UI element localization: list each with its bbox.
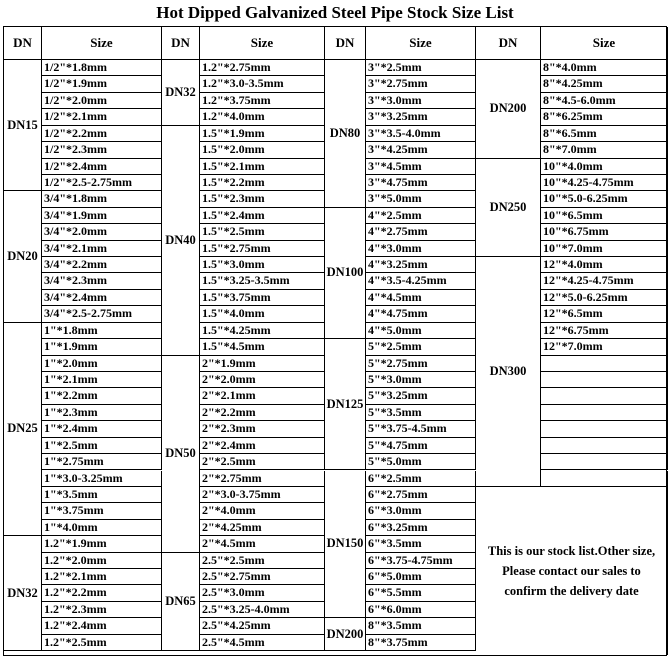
size-cell: 6"*2.75mm: [366, 487, 476, 503]
size-cell: 1.5"*2.2mm: [200, 175, 325, 191]
size-cell: 12"*4.0mm: [541, 257, 668, 273]
size-cell: 2.5"*4.25mm: [200, 618, 325, 634]
size-cell: 5"*3.25mm: [366, 388, 476, 404]
size-cell: 2"*1.9mm: [200, 356, 325, 372]
size-cell: 12"*4.25-4.75mm: [541, 273, 668, 289]
size-cell: 6"*6.0mm: [366, 602, 476, 618]
size-cell: 8"*3.75mm: [366, 635, 476, 651]
size-cell: 1.5"*3.25-3.5mm: [200, 273, 325, 289]
size-cell: 3"*4.25mm: [366, 142, 476, 158]
size-cell: 1.5"*3.0mm: [200, 257, 325, 273]
size-cell: [541, 372, 668, 388]
size-cell: 3"*3.0mm: [366, 93, 476, 109]
size-cell: 1/2"*1.8mm: [42, 60, 162, 76]
size-cell: 3"*4.5mm: [366, 159, 476, 175]
size-cell: 6"*3.75-4.75mm: [366, 553, 476, 569]
size-cell: 3"*3.5-4.0mm: [366, 126, 476, 142]
size-cell: 1.5"*4.25mm: [200, 323, 325, 339]
size-cell: 2.5"*2.75mm: [200, 569, 325, 585]
size-cell: 2"*2.2mm: [200, 405, 325, 421]
size-cell: 1.2"*2.4mm: [42, 618, 162, 634]
column-group-2: [162, 27, 325, 655]
size-cell: 6"*5.5mm: [366, 585, 476, 601]
column-group-4: [476, 27, 668, 655]
size-cell: 1"*2.75mm: [42, 454, 162, 470]
size-cell: 4"*5.0mm: [366, 323, 476, 339]
header-dn: DN: [325, 27, 366, 60]
header-dn: DN: [162, 27, 200, 60]
size-cell: 5"*3.5mm: [366, 405, 476, 421]
size-cell: 4"*2.75mm: [366, 224, 476, 240]
size-cell: 1.5"*3.75mm: [200, 290, 325, 306]
size-cell: 1.2"*2.5mm: [42, 635, 162, 651]
size-cell: 3"*2.75mm: [366, 76, 476, 92]
dn-cell: DN32: [4, 536, 42, 651]
size-cell: 2"*2.75mm: [200, 471, 325, 487]
stock-note-text: This is our stock list.Other size, Please contact our sales to confirm the delivery date: [487, 543, 656, 598]
size-cell: 2"*2.0mm: [200, 372, 325, 388]
size-cell: 1.2"*2.0mm: [42, 553, 162, 569]
size-cell: [541, 421, 668, 437]
size-cell: 2"*2.3mm: [200, 421, 325, 437]
size-cell: 1"*2.1mm: [42, 372, 162, 388]
size-cell: 5"*2.75mm: [366, 356, 476, 372]
size-cell: 1.5"*2.4mm: [200, 208, 325, 224]
header-size: Size: [366, 27, 476, 60]
dn-cell: DN200: [325, 618, 366, 651]
size-cell: 2"*2.5mm: [200, 454, 325, 470]
dn-cell: DN200: [476, 60, 541, 159]
size-cell: 10"*4.25-4.75mm: [541, 175, 668, 191]
size-cell: 12"*6.5mm: [541, 306, 668, 322]
size-cell: 8"*6.5mm: [541, 126, 668, 142]
size-cell: 10"*6.5mm: [541, 208, 668, 224]
size-cell: 1/2"*2.2mm: [42, 126, 162, 142]
size-cell: 3/4"*2.5-2.75mm: [42, 306, 162, 322]
size-cell: 3"*5.0mm: [366, 191, 476, 207]
size-cell: 4"*4.75mm: [366, 306, 476, 322]
size-cell: [541, 356, 668, 372]
size-cell: 2.5"*3.0mm: [200, 585, 325, 601]
size-cell: [541, 471, 668, 487]
size-cell: 5"*5.0mm: [366, 454, 476, 470]
size-cell: 1/2"*2.4mm: [42, 159, 162, 175]
size-cell: 5"*3.0mm: [366, 372, 476, 388]
size-cell: 2"*4.5mm: [200, 536, 325, 552]
size-cell: 8"*3.5mm: [366, 618, 476, 634]
header-size: Size: [42, 27, 162, 60]
size-cell: 5"*4.75mm: [366, 438, 476, 454]
size-cell: 1"*3.0-3.25mm: [42, 471, 162, 487]
size-cell: 8"*7.0mm: [541, 142, 668, 158]
size-cell: 6"*2.5mm: [366, 471, 476, 487]
dn-cell: DN20: [4, 191, 42, 322]
dn-cell: DN32: [162, 60, 200, 126]
size-cell: 3"*4.75mm: [366, 175, 476, 191]
dn-cell: DN150: [325, 471, 366, 619]
size-cell: 10"*5.0-6.25mm: [541, 191, 668, 207]
size-cell: 1"*1.9mm: [42, 339, 162, 355]
size-cell: [541, 454, 668, 470]
size-cell: 1/2"*2.5-2.75mm: [42, 175, 162, 191]
stock-note: [476, 487, 668, 655]
header-size: Size: [541, 27, 668, 60]
size-cell: 1"*2.2mm: [42, 388, 162, 404]
size-cell: 12"*6.75mm: [541, 323, 668, 339]
size-cell: 1.2"*2.2mm: [42, 585, 162, 601]
dn-cell: DN65: [162, 553, 200, 652]
header-size: Size: [200, 27, 325, 60]
size-cell: 6"*3.5mm: [366, 536, 476, 552]
size-cell: 1.2"*1.9mm: [42, 536, 162, 552]
size-cell: [541, 438, 668, 454]
size-cell: 1.5"*2.0mm: [200, 142, 325, 158]
stock-size-table: [3, 26, 667, 656]
size-cell: 2.5"*4.5mm: [200, 635, 325, 651]
size-cell: 1.2"*2.3mm: [42, 602, 162, 618]
column-group-1: [4, 27, 162, 655]
size-cell: [541, 405, 668, 421]
size-cell: 10"*7.0mm: [541, 241, 668, 257]
size-cell: 1.2"*2.75mm: [200, 60, 325, 76]
size-cell: 1/2"*2.0mm: [42, 93, 162, 109]
header-dn: DN: [4, 27, 42, 60]
size-cell: 8"*4.5-6.0mm: [541, 93, 668, 109]
size-cell: 12"*7.0mm: [541, 339, 668, 355]
size-cell: 1.5"*1.9mm: [200, 126, 325, 142]
size-cell: 1.5"*4.5mm: [200, 339, 325, 355]
size-cell: 1"*3.5mm: [42, 487, 162, 503]
size-cell: 1.5"*4.0mm: [200, 306, 325, 322]
size-cell: 2.5"*2.5mm: [200, 553, 325, 569]
size-cell: 2"*4.0mm: [200, 503, 325, 519]
size-cell: 4"*3.5-4.25mm: [366, 273, 476, 289]
size-cell: 3/4"*2.2mm: [42, 257, 162, 273]
size-cell: 1.5"*2.75mm: [200, 241, 325, 257]
size-cell: 3/4"*1.8mm: [42, 191, 162, 207]
size-cell: 2"*4.25mm: [200, 520, 325, 536]
size-cell: 6"*3.0mm: [366, 503, 476, 519]
size-cell: 1"*1.8mm: [42, 323, 162, 339]
dn-cell: DN125: [325, 339, 366, 470]
size-cell: 4"*3.25mm: [366, 257, 476, 273]
size-cell: 10"*4.0mm: [541, 159, 668, 175]
dn-cell: DN100: [325, 208, 366, 339]
size-cell: 6"*5.0mm: [366, 569, 476, 585]
size-cell: 1.5"*2.1mm: [200, 159, 325, 175]
size-cell: 1/2"*1.9mm: [42, 76, 162, 92]
dn-cell: DN300: [476, 257, 541, 487]
size-cell: 1/2"*2.3mm: [42, 142, 162, 158]
size-cell: 1.2"*4.0mm: [200, 109, 325, 125]
size-cell: 1"*2.0mm: [42, 356, 162, 372]
page-title: Hot Dipped Galvanized Steel Pipe Stock Size List: [156, 3, 514, 22]
column-group-3: [325, 27, 476, 655]
size-cell: 3/4"*2.3mm: [42, 273, 162, 289]
size-cell: 5"*3.75-4.5mm: [366, 421, 476, 437]
size-cell: 4"*4.5mm: [366, 290, 476, 306]
size-cell: 4"*2.5mm: [366, 208, 476, 224]
size-cell: 1.5"*2.5mm: [200, 224, 325, 240]
size-cell: 2"*2.4mm: [200, 438, 325, 454]
header-dn: DN: [476, 27, 541, 60]
size-cell: 1"*3.75mm: [42, 503, 162, 519]
size-cell: 1.2"*3.75mm: [200, 93, 325, 109]
size-cell: 1"*2.5mm: [42, 438, 162, 454]
size-cell: 6"*3.25mm: [366, 520, 476, 536]
dn-cell: DN250: [476, 159, 541, 258]
size-cell: 3/4"*2.1mm: [42, 241, 162, 257]
dn-cell: DN50: [162, 356, 200, 553]
size-cell: 2"*2.1mm: [200, 388, 325, 404]
size-cell: 4"*3.0mm: [366, 241, 476, 257]
dn-cell: DN80: [325, 60, 366, 208]
size-cell: 1"*2.3mm: [42, 405, 162, 421]
size-cell: 3"*2.5mm: [366, 60, 476, 76]
size-cell: 12"*5.0-6.25mm: [541, 290, 668, 306]
size-cell: 3"*3.25mm: [366, 109, 476, 125]
size-cell: 1"*2.4mm: [42, 421, 162, 437]
size-cell: 1.2"*3.0-3.5mm: [200, 76, 325, 92]
size-cell: 8"*4.25mm: [541, 76, 668, 92]
size-cell: 1"*4.0mm: [42, 520, 162, 536]
size-cell: 1/2"*2.1mm: [42, 109, 162, 125]
size-cell: 3/4"*2.4mm: [42, 290, 162, 306]
dn-cell: DN40: [162, 126, 200, 356]
size-cell: 1.2"*2.1mm: [42, 569, 162, 585]
size-cell: 8"*6.25mm: [541, 109, 668, 125]
dn-cell: DN15: [4, 60, 42, 191]
size-cell: 10"*6.75mm: [541, 224, 668, 240]
size-cell: 5"*2.5mm: [366, 339, 476, 355]
size-cell: 2"*3.0-3.75mm: [200, 487, 325, 503]
size-cell: 3/4"*2.0mm: [42, 224, 162, 240]
size-cell: 8"*4.0mm: [541, 60, 668, 76]
dn-cell: DN25: [4, 323, 42, 536]
size-cell: [541, 388, 668, 404]
size-cell: 3/4"*1.9mm: [42, 208, 162, 224]
size-cell: 2.5"*3.25-4.0mm: [200, 602, 325, 618]
size-cell: 1.5"*2.3mm: [200, 191, 325, 207]
